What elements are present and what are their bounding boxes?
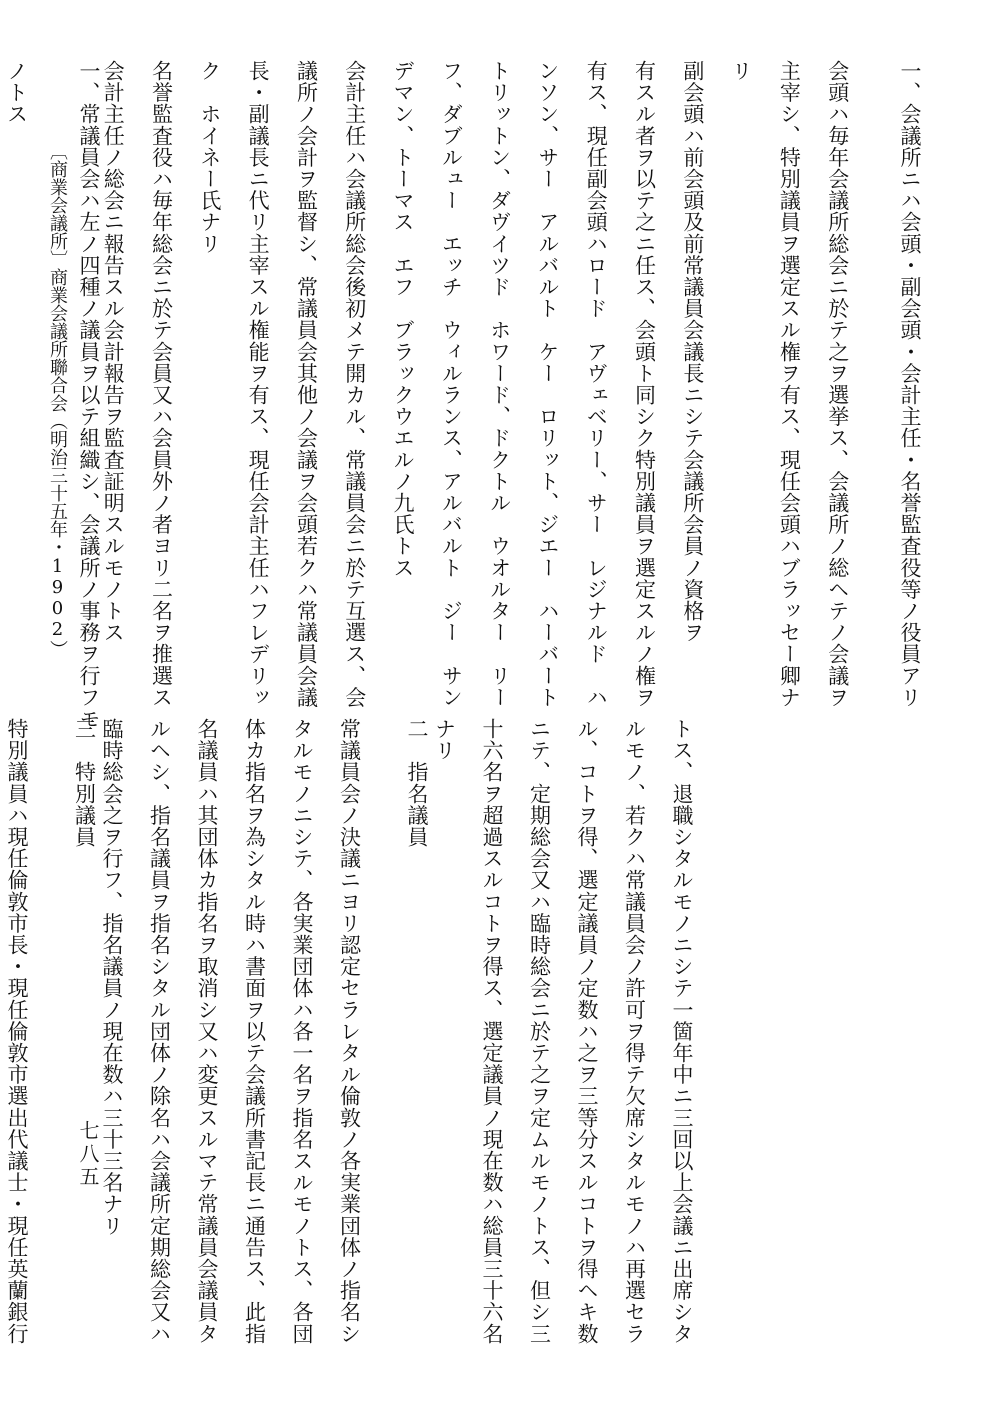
text-column: 常議員会ノ決議ニヨリ認定セラレタル倫敦ノ各実業団体ノ指名シ [337, 718, 362, 1345]
publication-title: 商業会議所聯合会 [47, 268, 68, 412]
text-column: トス、退職シタルモノニシテ一箇年中ニ三回以上会議ニ出席シタ [670, 718, 694, 1345]
text-column: トリットン、ダヴイツド ホワード、ドクトル ウオルター リー [487, 60, 512, 708]
section-heading [0, 60, 7, 680]
section-heading: 二 指名議員 [405, 718, 429, 848]
text-column: ニテ、定期総会又ハ臨時総会ニ於テ之ヲ定ムルモノトス、但シ三 [527, 718, 552, 1345]
text-column: 名議員ハ其団体カ指名ヲ取消シ又ハ変更スルマテ常議員会議員タ [195, 718, 219, 1345]
text-column: 有ス、現任副会頭ハロード アヴェベリー、サー レジナルド ハ [584, 60, 609, 708]
text-column: ナリ [432, 718, 457, 762]
text-column: 主宰シ、特別議員ヲ選定スル権ヲ有ス、現任会頭ハブラッセー卿ナ [777, 60, 802, 708]
section-heading: 三 特別議員 [72, 718, 97, 848]
text-column: 臨時総会之ヲ行フ、指名議員ノ現在数ハ三十三名ナリ [100, 718, 124, 1237]
running-head [40, 142, 70, 658]
text-column: 会頭ハ毎年会議所総会ニ於テ之ヲ選挙ス、会議所ノ総ヘテノ会議ヲ [825, 60, 850, 708]
text-column: リ [729, 60, 754, 82]
text-column: フ、ダブルュー エッチ ウィルランス、アルバルト ジー サン [439, 60, 464, 708]
text-column: 十六名ヲ超過スルコトヲ得ス、選定議員ノ現在数ハ総員三十六名 [480, 718, 504, 1345]
text-column: 体カ指名ヲ為シタル時ハ書面ヲ以テ会議所書記長ニ通告ス、此指 [242, 718, 267, 1345]
text-column: ンソン、サー アルバルト ケー ロリット、ジエー ハーバート [535, 60, 560, 708]
publication-date: （明治三十五年・1902） [47, 412, 68, 658]
text-column: ク ホイネー氏ナリ [197, 60, 222, 255]
text-column: 名誉監査役ハ毎年総会ニ於テ会員又ハ会員外ノ者ヨリ二名ヲ推選ス [149, 60, 174, 708]
text-column: デマン、トーマス エフ ブラックウエルノ九氏トス [391, 60, 416, 579]
text-column: ルヘシ、指名議員ヲ指名シタル団体ノ除名ハ会議所定期総会又ハ [147, 718, 172, 1345]
text-column: 有スル者ヲ以テ之ニ任ス、会頭ト同シク特別議員ヲ選定スルノ権ヲ [632, 60, 657, 708]
text-column: ル、コトヲ得、選定議員ノ定数ハ之ヲ三等分スルコトヲ得ヘキ数 [575, 718, 599, 1345]
text-column: 一、常議員会ハ左ノ四種ノ議員ヲ以テ組織シ、会議所ノ事務ヲ行フモ [76, 60, 101, 730]
text-column: ノトス [4, 60, 29, 125]
text-column: タルモノニシテ、各実業団体ハ各一名ヲ指名スルモノトス、各団 [290, 718, 314, 1345]
page-number: 七八五 [76, 1120, 100, 1189]
text-column: 特別議員ハ現任倫敦市長・現任倫敦市選出代議士・現任英蘭銀行 [5, 718, 29, 1345]
text-column: 長・副議長ニ代リ主宰スル権能ヲ有ス、現任会計主任ハフレデリッ [246, 60, 271, 708]
text-column: 副会頭ハ前会頭及前常議員会議長ニシテ会議所会員ノ資格ヲ [680, 60, 705, 644]
text-column: 会計主任ノ総会ニ報告スル会計報告ヲ監査証明スルモノトス [101, 60, 126, 644]
text-column: ルモノ、若クハ常議員会ノ許可ヲ得テ欠席シタルモノハ再選セラ [622, 718, 647, 1345]
text-column: 一、会議所ニハ会頭・副会頭・会計主任・名誉監査役等ノ役員アリ [898, 60, 922, 708]
section-tag: 〔商業会議所〕 [47, 142, 68, 268]
text-column: 議所ノ会計ヲ監督シ、常議員会其他ノ会議ヲ会頭若クハ常議員会議 [294, 60, 319, 708]
lower-text-block [5, 718, 741, 1358]
text-column: 会計主任ハ会議所総会後初メテ開カル、常議員会ニ於テ互選ス、会 [342, 60, 367, 708]
upper-text-block [4, 60, 925, 730]
